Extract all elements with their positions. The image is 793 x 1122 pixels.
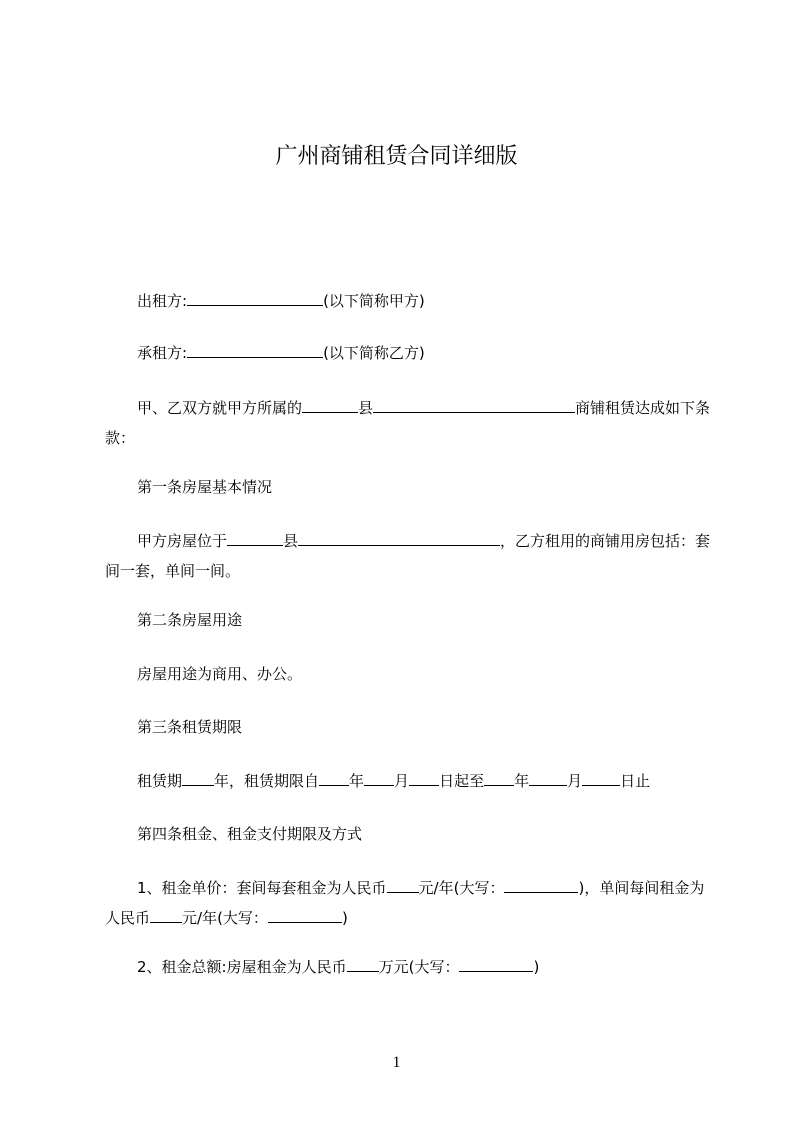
art1-county-blank	[227, 528, 283, 546]
item2-text-3: )	[533, 958, 540, 976]
item1-text-3: )，单间每间租金为人民币	[105, 879, 705, 927]
total-rent-words-blank	[459, 954, 533, 972]
article-1-body	[105, 526, 715, 586]
item2-text-1: 2、租金总额:房屋租金为人民币	[137, 958, 347, 976]
art3-text-2: 年，租赁期限自	[214, 772, 320, 790]
intro-text-3: 商铺租赁达成如下条款：	[105, 399, 711, 447]
article-3-heading: 第三条租赁期限	[137, 718, 243, 736]
total-rent-blank	[347, 954, 379, 972]
end-day-blank	[582, 768, 620, 786]
page-number: 1	[392, 1054, 401, 1071]
lessee-line	[105, 338, 715, 368]
item1-text-4: 元/年(大写：	[182, 909, 268, 927]
lessor-suffix: (以下简称甲方)	[323, 292, 425, 310]
end-month-blank	[529, 768, 567, 786]
lessee-blank	[187, 340, 323, 358]
end-year-blank	[484, 768, 514, 786]
item1-text-1: 1、租金单价：套间每套租金为人民币	[137, 879, 387, 897]
suite-rent-words-blank	[504, 875, 578, 893]
intro-county-blank	[302, 395, 358, 413]
item1-text-5: )	[341, 909, 348, 927]
article-1-heading: 第一条房屋基本情况	[137, 478, 273, 496]
start-month-blank	[364, 768, 394, 786]
lessor-blank	[187, 288, 323, 306]
lessee-label: 承租方:	[137, 344, 188, 362]
art3-text-8: 日止	[620, 772, 651, 790]
start-day-blank	[409, 768, 439, 786]
room-rent-blank	[150, 905, 182, 923]
lessee-suffix: (以下简称乙方)	[323, 344, 425, 362]
art3-text-5: 日起至	[439, 772, 485, 790]
document-title: 广州商铺租赁合同详细版	[275, 144, 518, 169]
article-4-item-1	[105, 873, 715, 933]
article-2-body: 房屋用途为商用、办公。	[137, 665, 303, 683]
art1-location-blank	[298, 528, 500, 546]
intro-location-blank	[373, 395, 575, 413]
article-2-heading: 第二条房屋用途	[137, 611, 243, 629]
art3-text-4: 月	[394, 772, 410, 790]
suite-rent-blank	[387, 875, 419, 893]
start-year-blank	[319, 768, 349, 786]
lease-years-blank	[182, 768, 214, 786]
art3-text-3: 年	[349, 772, 365, 790]
intro-paragraph	[105, 393, 715, 453]
article-3-body	[105, 766, 715, 796]
art3-text-6: 年	[514, 772, 530, 790]
intro-text-1: 甲、乙双方就甲方所属的	[137, 399, 303, 417]
art3-text-7: 月	[567, 772, 583, 790]
art1-text-3: ，乙方租用的商铺用房包括：套间一套，单间一间。	[105, 532, 711, 580]
intro-text-2: 县	[358, 399, 374, 417]
item2-text-2: 万元(大写：	[378, 958, 460, 976]
art1-text-1: 甲方房屋位于	[137, 532, 228, 550]
lessor-label: 出租方:	[137, 292, 188, 310]
article-4-heading: 第四条租金、租金支付期限及方式	[137, 825, 363, 843]
room-rent-words-blank	[268, 905, 342, 923]
art1-text-2: 县	[283, 532, 299, 550]
item1-text-2: 元/年(大写：	[418, 879, 505, 897]
art3-text-1: 租赁期	[137, 772, 183, 790]
lessor-line	[105, 286, 715, 316]
article-4-item-2	[105, 952, 715, 982]
